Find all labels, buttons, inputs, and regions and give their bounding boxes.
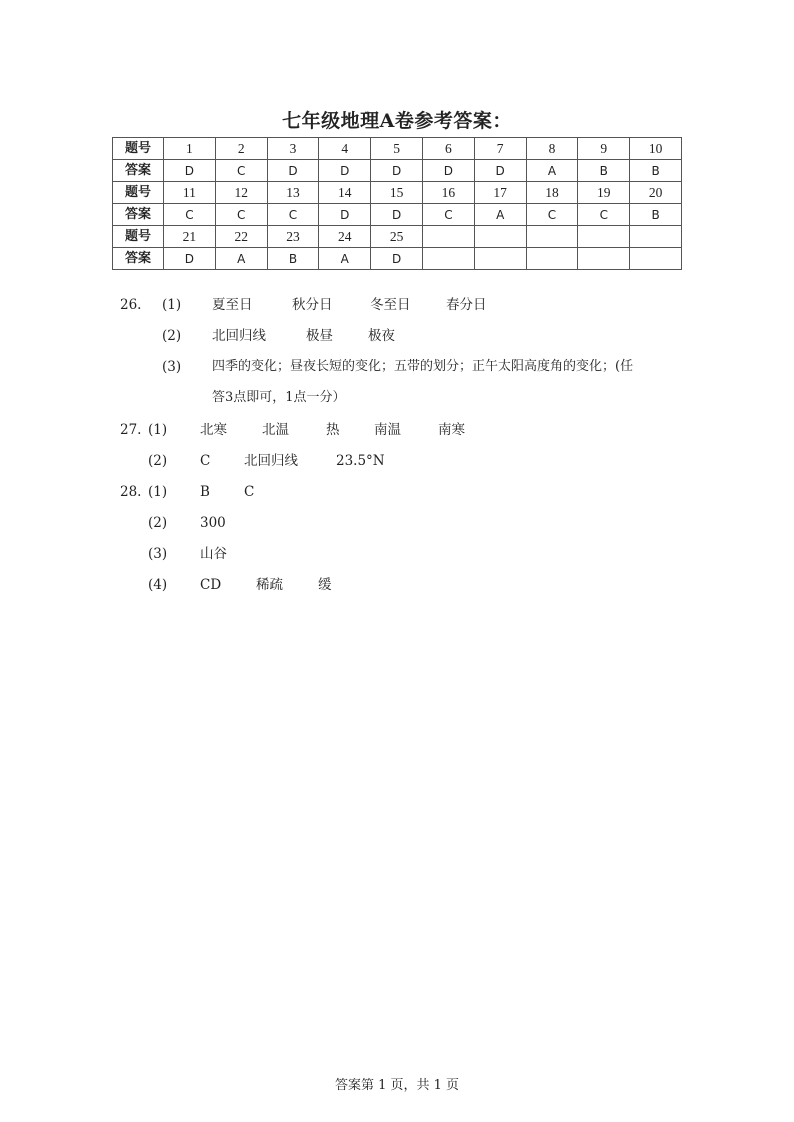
table-row xyxy=(113,160,682,182)
question-number: 5 xyxy=(371,138,423,160)
answer-cell: D xyxy=(371,204,423,226)
answer-table xyxy=(112,137,682,270)
q26-2-answer-1: 北回归线 xyxy=(212,328,266,344)
q26-3-label: (3) xyxy=(162,359,182,375)
answer-cell: D xyxy=(319,160,371,182)
answer-cell: D xyxy=(164,160,216,182)
answer-cell xyxy=(578,248,630,270)
q26-number: 26. xyxy=(120,297,142,313)
q28-4-answer-3: 缓 xyxy=(318,577,332,593)
answer-cell: D xyxy=(422,160,474,182)
q26-1-label: (1) xyxy=(162,297,182,313)
answer-cell: B xyxy=(578,160,630,182)
q27-2-answer-3: 23.5°N xyxy=(336,453,385,469)
q27-1-answer-5: 南寒 xyxy=(438,422,465,438)
question-number: 20 xyxy=(630,182,682,204)
answer-cell: A xyxy=(526,160,578,182)
question-number: 19 xyxy=(578,182,630,204)
question-number: 1 xyxy=(164,138,216,160)
q26-3-answer-cont: 答3点即可，1点一分） xyxy=(212,390,346,405)
row-label-answer: 答案 xyxy=(113,160,164,182)
answer-cell: B xyxy=(267,248,319,270)
answer-cell: B xyxy=(630,204,682,226)
q26-2-answer-2: 极昼 xyxy=(306,328,333,344)
answer-cell: C xyxy=(215,204,267,226)
question-number: 14 xyxy=(319,182,371,204)
answer-cell xyxy=(422,248,474,270)
answer-cell: D xyxy=(164,248,216,270)
q28-4-answer-1: CD xyxy=(200,577,222,593)
q28-1-label: (1) xyxy=(148,484,168,500)
question-number: 23 xyxy=(267,226,319,248)
q27-1-answer-3: 热 xyxy=(326,422,340,438)
q28-4-label: (4) xyxy=(148,577,168,593)
question-number: 21 xyxy=(164,226,216,248)
answer-cell: C xyxy=(267,204,319,226)
question-number xyxy=(474,226,526,248)
table-row xyxy=(113,138,682,160)
q27-2-answer-2: 北回归线 xyxy=(244,453,298,469)
answer-cell xyxy=(526,248,578,270)
row-label-question: 题号 xyxy=(113,138,164,160)
answer-cell: B xyxy=(630,160,682,182)
question-number: 4 xyxy=(319,138,371,160)
question-number: 16 xyxy=(422,182,474,204)
q26-1-answer-3: 冬至日 xyxy=(370,297,411,313)
question-number xyxy=(422,226,474,248)
q27-2-answer-1: C xyxy=(200,453,211,469)
q26-1-answer-1: 夏至日 xyxy=(212,297,253,313)
question-number: 18 xyxy=(526,182,578,204)
answer-cell: D xyxy=(319,204,371,226)
q28-3-answer-1: 山谷 xyxy=(200,546,227,562)
question-number: 22 xyxy=(215,226,267,248)
table-row xyxy=(113,182,682,204)
page-title: 七年级地理A卷参考答案： xyxy=(282,110,512,132)
q26-2-answer-3: 极夜 xyxy=(368,328,395,344)
q28-3-label: (3) xyxy=(148,546,168,562)
row-label-question: 题号 xyxy=(113,226,164,248)
question-number: 10 xyxy=(630,138,682,160)
answer-cell: D xyxy=(371,248,423,270)
q26-3-answer: 四季的变化；昼夜长短的变化；五带的划分；正午太阳高度角的变化；(任 xyxy=(212,359,634,374)
answer-cell: D xyxy=(474,160,526,182)
answer-cell: A xyxy=(319,248,371,270)
table-row xyxy=(113,226,682,248)
answer-cell: D xyxy=(371,160,423,182)
question-number: 7 xyxy=(474,138,526,160)
question-number: 15 xyxy=(371,182,423,204)
q28-1-answer-1: B xyxy=(200,484,210,500)
question-number: 11 xyxy=(164,182,216,204)
q26-1-answer-4: 春分日 xyxy=(446,297,487,313)
page-footer: 答案第 1 页，共 1 页 xyxy=(334,1078,460,1093)
answer-cell: C xyxy=(164,204,216,226)
question-number: 25 xyxy=(371,226,423,248)
q27-number: 27. xyxy=(120,422,142,438)
answer-cell: C xyxy=(578,204,630,226)
answer-cell: D xyxy=(267,160,319,182)
q28-4-answer-2: 稀疏 xyxy=(256,577,283,593)
question-number xyxy=(526,226,578,248)
q26-2-label: (2) xyxy=(162,328,182,344)
question-number: 3 xyxy=(267,138,319,160)
answer-cell xyxy=(630,248,682,270)
q27-1-answer-2: 北温 xyxy=(262,422,289,438)
q28-number: 28. xyxy=(120,484,142,500)
q27-1-answer-1: 北寒 xyxy=(200,422,227,438)
question-number: 6 xyxy=(422,138,474,160)
question-number xyxy=(578,226,630,248)
answer-cell: C xyxy=(422,204,474,226)
table-row xyxy=(113,204,682,226)
q28-1-answer-2: C xyxy=(244,484,255,500)
question-number: 24 xyxy=(319,226,371,248)
row-label-question: 题号 xyxy=(113,182,164,204)
q28-2-answer-1: 300 xyxy=(200,515,226,531)
q28-2-label: (2) xyxy=(148,515,168,531)
question-number: 9 xyxy=(578,138,630,160)
row-label-answer: 答案 xyxy=(113,248,164,270)
question-number: 13 xyxy=(267,182,319,204)
answer-cell: C xyxy=(215,160,267,182)
answer-cell: A xyxy=(474,204,526,226)
q27-2-label: (2) xyxy=(148,453,168,469)
answer-cell xyxy=(474,248,526,270)
q27-1-answer-4: 南温 xyxy=(374,422,401,438)
q26-1-answer-2: 秋分日 xyxy=(292,297,333,313)
row-label-answer: 答案 xyxy=(113,204,164,226)
question-number: 2 xyxy=(215,138,267,160)
answer-cell: A xyxy=(215,248,267,270)
question-number xyxy=(630,226,682,248)
question-number: 17 xyxy=(474,182,526,204)
answer-cell: C xyxy=(526,204,578,226)
question-number: 12 xyxy=(215,182,267,204)
table-row xyxy=(113,248,682,270)
question-number: 8 xyxy=(526,138,578,160)
q27-1-label: (1) xyxy=(148,422,168,438)
